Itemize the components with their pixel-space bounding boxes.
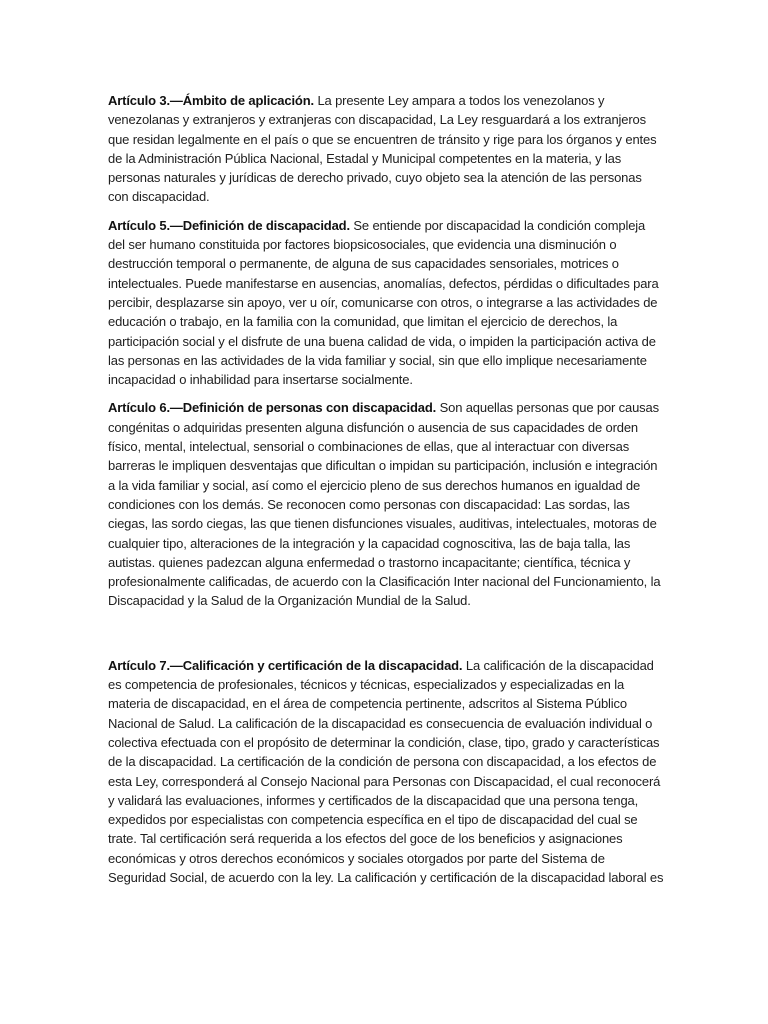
- article-3-heading: Artículo 3.—Ámbito de aplicación.: [108, 93, 314, 108]
- article-7: [108, 656, 664, 888]
- article-3: [108, 91, 664, 207]
- article-5-heading: Artículo 5.—Definición de discapacidad.: [108, 217, 350, 233]
- article-3-body: La presente Ley ampara a todos los venezolanos y venezolanas y extranjeros y extranjeras con discapacidad, La Ley resguardará a los extranjeros que residan legalmente en el país o que se encuentren de tránsito y rige para los órganos y entes de la Administración Pública Nacional, Estadal y Municipal competentes en la materia, y las personas naturales y jurídicas de derecho privado, cuyo objeto sea la atención de las personas con discapacidad.: [108, 93, 657, 205]
- article-5-body: Se entiende por discapacidad la condición compleja del ser humano constituida por factores biopsicosociales, que evidencia una disminución o destrucción temporal o permanente, de alguna de sus capacidades sensoriales, motrices o intelectuales. Puede manifestarse en ausencias, anomalías, defectos, pérdidas o dificultades para percibir, desplazarse sin apoyo, ver u oír, comunicarse con otros, o integrarse a las actividades de educación o trabajo, en la familia con la comunidad, que limitan el ejercicio de derechos, la participación social y el disfrute de una buena calidad de vida, o impiden la participación activa de las personas en las actividades de la vida familiar y social, sin que ello implique necesariamente incapacidad o inhabilidad para insertarse socialmente.: [108, 217, 659, 388]
- document-page: [108, 91, 664, 896]
- article-6-heading: Artículo 6.—Definición de personas con discapacidad.: [108, 400, 437, 416]
- article-7-heading: Artículo 7.—Calificación y certificación de la discapacidad.: [108, 657, 463, 673]
- article-6: [108, 398, 664, 610]
- article-5: [108, 216, 664, 390]
- article-6-body: Son aquellas personas que por causas congénitas o adquiridas presenten alguna disfunción o ausencia de sus capacidades de orden físico, mental, intelectual, sensorial o combinaciones de ellas, que al interactuar con diversas barreras le impliquen desventajas que dificultan o impidan su participación, inclusión e integración a la vida familiar y social, así como el ejercicio pleno de sus derechos humanos en igualdad de condiciones con los demás. Se reconocen como personas con discapacidad: Las sordas, las ciegas, las sordo ciegas, las que tienen disfunciones visuales, auditivas, intelectuales, motoras de cualquier tipo, alteraciones de la integración y la capacidad cognoscitiva, las de baja talla, las autistas. quienes padezcan alguna enfermedad o trastorno incapacitante; científica, técnica y profesionalmente calificadas, de acuerdo con la Clasificación Inter nacional del Funcionamiento, la Discapacidad y la Salud de la Organización Mundial de la Salud.: [108, 400, 661, 609]
- article-7-body: La calificación de la discapacidad es competencia de profesionales, técnicos y técnicas, especializados y especializadas en la materia de discapacidad, en el área de competencia pertinente, adscritos al Sistema Público Nacional de Salud. La calificación de la discapacidad es consecuencia de evaluación individual o colectiva efectuada con el propósito de determinar la condición, clase, tipo, grado y características de la discapacidad. La certificación de la condición de persona con discapacidad, a los efectos de esta Ley, corresponderá al Consejo Nacional para Personas con Discapacidad, el cual reconocerá y validará las evaluaciones, informes y certificados de la discapacidad que una persona tenga, expedidos por especialistas con competencia específica en el tipo de discapacidad del cual se trate. Tal certificación será requerida a los efectos del goce de los beneficios y asignaciones económicas y otros derechos económicos y sociales otorgados por parte del Sistema de Seguridad Social, de acuerdo con la ley. La calificación y certificación de la discapacidad laboral es: [108, 657, 664, 885]
